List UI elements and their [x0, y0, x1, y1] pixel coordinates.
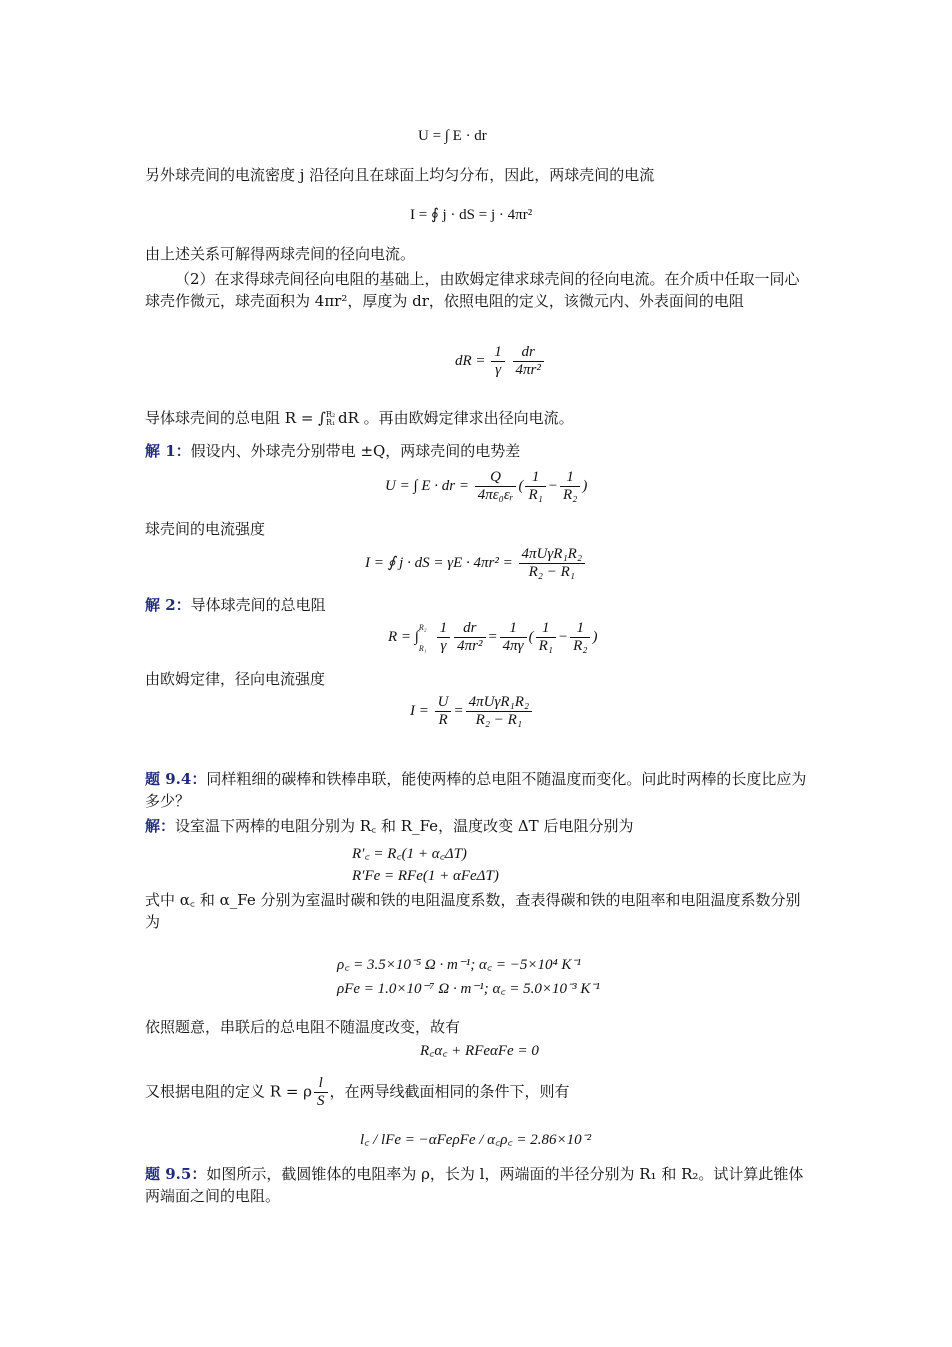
numerator: 1: [491, 344, 505, 362]
equation-potential-integral: [418, 128, 487, 145]
denominator: 4πr²: [515, 362, 541, 378]
equation-current-strength: [365, 546, 587, 581]
equation-zero-temp-coefficient: R꜀α꜀ + RFeαFe = 0: [420, 1043, 539, 1059]
paragraph-solve-current: 由上述关系可解得两球壳间的径向电流。: [145, 245, 416, 263]
denominator: 4πr²: [457, 638, 483, 654]
fraction-1-over-R1: [536, 620, 556, 655]
solution-1-intro: [145, 440, 520, 462]
text-pre: 又根据电阻的定义 R = ρ: [145, 1082, 312, 1101]
numerator: 1: [570, 620, 590, 638]
fraction-dr-over-area: [454, 620, 485, 655]
fraction-l-over-S: [314, 1075, 328, 1110]
numerator: U: [435, 694, 452, 712]
fraction-1-over-4pigamma: [500, 620, 527, 655]
denominator: R₂ − R₁: [475, 712, 523, 728]
fraction-1-over-R2: [570, 620, 590, 655]
upper-limit: R₂: [418, 622, 427, 632]
equation-lhs: I =: [410, 702, 429, 719]
equation-carbon-constants: ρ꜀ = 3.5×10⁻⁵ Ω · m⁻¹; α꜀ = −5×10⁴ K⁻¹: [337, 957, 581, 973]
denominator: R₂: [573, 638, 588, 654]
denominator: 4πε₀εᵣ: [477, 487, 514, 503]
denominator: γ: [495, 362, 501, 378]
numerator: 1: [437, 620, 451, 638]
paren: ): [582, 477, 588, 494]
solution-2-intro: [145, 594, 326, 616]
solution-label: 解 1：: [145, 442, 191, 460]
equation-lhs: R = ∫: [388, 628, 419, 645]
problem-9-4: [145, 768, 810, 812]
numerator: 1: [536, 620, 556, 638]
fraction-inverse-gamma: [491, 344, 505, 379]
fraction-dr-over-area: [513, 344, 544, 379]
solution-9-4-intro: [145, 815, 633, 837]
equation-text: U = ∫ E · dr: [418, 128, 487, 144]
lower-limit: R₁: [418, 643, 427, 653]
denominator: R₂: [562, 487, 578, 503]
problem-label: 题 9.5：: [145, 1165, 207, 1183]
solution-text: 导体球壳间的总电阻: [190, 596, 326, 614]
minus: −: [547, 477, 558, 494]
text-post: dR 。再由欧姆定律求出径向电流。: [337, 409, 574, 427]
numerator: 1: [560, 469, 580, 487]
fraction-current-result: [466, 694, 533, 729]
denominator: γ: [440, 638, 447, 654]
numerator: 4πUγR₁R₂: [466, 694, 533, 712]
paragraph-resistance-definition: [145, 1075, 570, 1110]
problem-text: 如图所示，截圆锥体的电阻率为 ρ，长为 l，两端面的半径分别为 R₁ 和 R₂。试计算此锥体两端面之间的电阻。: [145, 1165, 804, 1205]
paragraph-series-condition: 依照题意，串联后的总电阻不随温度改变，故有: [145, 1018, 461, 1036]
denominator: R₁: [528, 487, 543, 503]
problem-label: 题 9.4：: [145, 770, 207, 788]
numerator: 1: [500, 620, 527, 638]
numerator: dr: [454, 620, 485, 638]
fraction-1-over-R1: [525, 469, 545, 504]
equation-total-resistance: [388, 620, 597, 655]
paragraph-coefficients: 式中 α꜀ 和 α_Fe 分别为室温时碳和铁的电阻温度系数，查表得碳和铁的电阻率和电阻温度系数分别为: [145, 891, 801, 931]
numerator: 1: [525, 469, 545, 487]
denominator: R₂ − R₁: [528, 564, 575, 580]
equation-carbon-resistance-temp: R′꜀ = R꜀(1 + α꜀ΔT): [352, 846, 467, 862]
solution-text: 设室温下两棒的电阻分别为 R꜀ 和 R_Fe，温度改变 ΔT 后电阻分别为: [175, 817, 634, 835]
problem-text: 同样粗细的碳棒和铁棒串联，能使两棒的总电阻不随温度而变化。问此时两棒的长度比应为多少？: [145, 770, 807, 810]
solution-label: 解：: [145, 817, 176, 835]
denominator: 4πγ: [502, 638, 524, 654]
solution-text: 假设内、外球壳分别带电 ±Q，两球壳间的电势差: [190, 442, 521, 460]
equation-lhs: I = ∮ j · dS = γE · 4πr² =: [365, 554, 513, 571]
numerator: l: [314, 1075, 328, 1093]
equation-current-flux: [410, 205, 532, 224]
numerator: Q: [475, 469, 517, 487]
paren: (: [528, 628, 534, 645]
equation-lhs: U = ∫ E · dr =: [385, 477, 469, 494]
paragraph-ohms-law: 由欧姆定律，径向电流强度: [145, 670, 326, 688]
paragraph-current-strength: 球壳间的电流强度: [145, 520, 266, 538]
integral-limits: [419, 623, 431, 653]
paragraph-current-density: 另外球壳间的电流密度 j 沿径向且在球面上均匀分布，因此，两球壳间的电流: [145, 166, 655, 184]
equation-differential-resistance: [455, 344, 546, 379]
fraction-Q-over-4pieps: [475, 469, 517, 504]
equals: =: [453, 702, 464, 719]
integral-limits: [326, 404, 338, 434]
equation-iron-resistance-temp: R′Fe = RFe(1 + αFeΔT): [352, 868, 499, 884]
denominator: S: [317, 1093, 325, 1109]
paren: (: [518, 477, 524, 494]
problem-9-5: [145, 1163, 810, 1207]
equation-iron-constants: ρFe = 1.0×10⁻⁷ Ω · m⁻¹; α꜀ = 5.0×10⁻³ K⁻¹: [337, 981, 600, 997]
lower-limit: R₁: [325, 418, 336, 427]
denominator: R: [438, 712, 448, 728]
fraction-current-result: [519, 546, 586, 581]
equals: =: [487, 628, 498, 645]
numerator: dr: [513, 344, 544, 362]
upper-limit: R₂: [325, 410, 336, 419]
equation-length-ratio: l꜀ / lFe = −αFeρFe / α꜀ρ꜀ = 2.86×10⁻²: [360, 1132, 592, 1148]
paren: ): [592, 628, 598, 645]
numerator: 4πUγR₁R₂: [519, 546, 586, 564]
fraction-1-over-R2: [560, 469, 580, 504]
minus: −: [557, 628, 569, 645]
solution-label: 解 2：: [145, 596, 191, 614]
equation-text: I = ∮ j · dS = j · 4πr²: [410, 207, 533, 223]
fraction-U-over-R: [435, 694, 452, 729]
equation-ohms-law-current: [410, 694, 534, 729]
paragraph-total-resistance: [145, 404, 574, 434]
text-post: ，在两导线截面相同的条件下，则有: [329, 1082, 570, 1101]
equation-lhs: dR =: [455, 352, 486, 369]
paragraph-method-2: （2）在求得球壳间径向电阻的基础上，由欧姆定律求球壳间的径向电流。在介质中任取一同心球壳作微元，球壳面积为 4πr²，厚度为 dr，依照电阻的定义，该微元内、外表面间的电阻: [145, 270, 800, 310]
equation-potential-difference: [385, 469, 587, 504]
text-pre: 导体球壳间的总电阻 R = ∫: [145, 409, 326, 427]
denominator: R₁: [538, 638, 553, 654]
fraction-inverse-gamma: [437, 620, 451, 655]
